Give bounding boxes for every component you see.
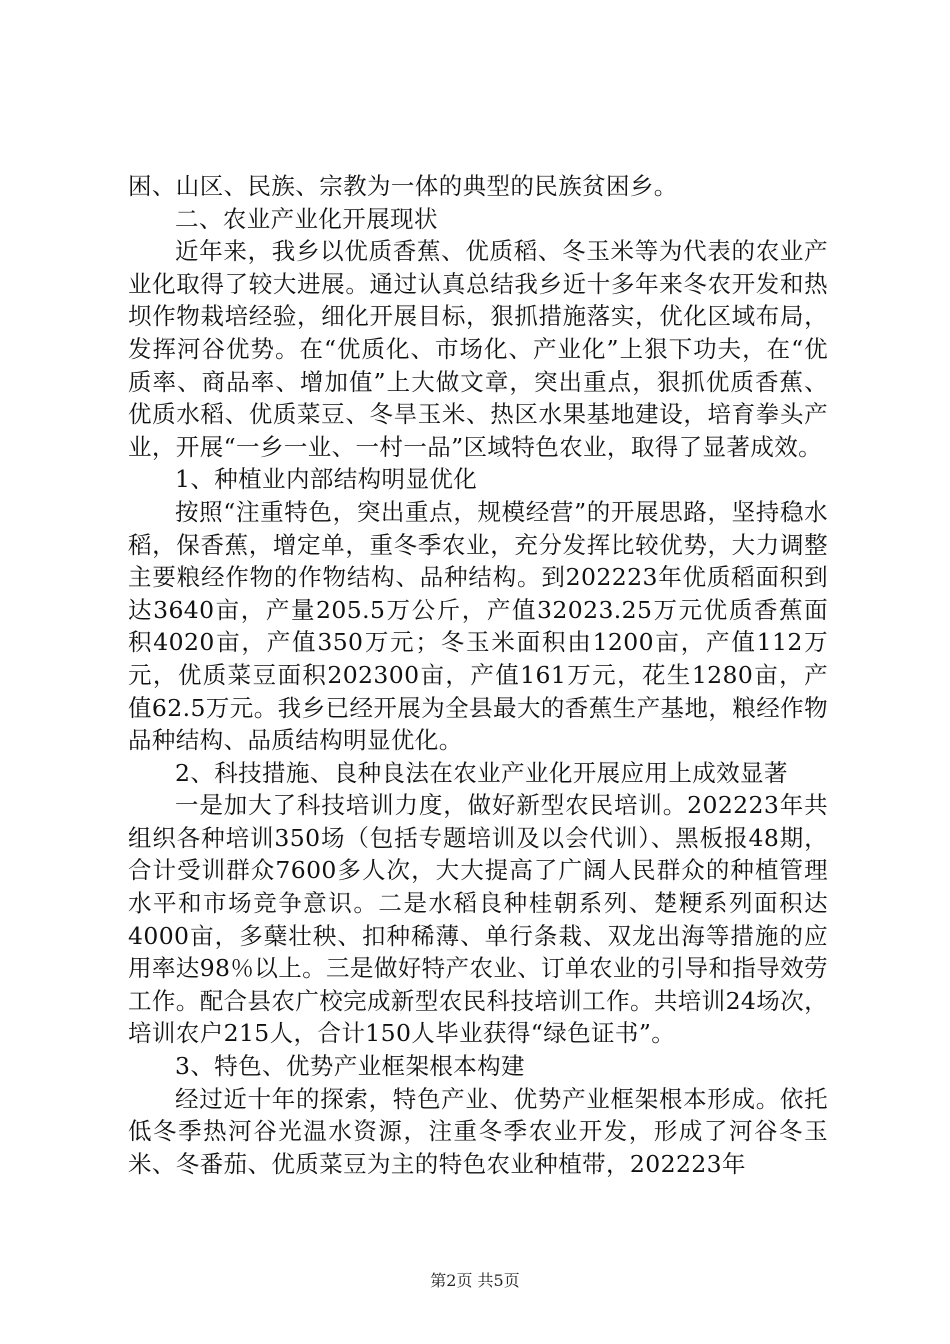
section-heading-2: 二、农业产业化开展现状 — [175, 204, 438, 233]
paragraph-continuation: 困、山区、民族、宗教为一体的典型的民族贫困乡。 — [128, 172, 678, 200]
paragraph-industry-framework: 经过近十年的探索，特色产业、优势产业框架根本形成。依托低冬季热河谷光温水资源，注重冬季农业开发，形成了河谷冬玉米、冬番茄、优质菜豆为主的特色农业种植带，202223年 — [128, 1084, 828, 1178]
paragraph-overview: 近年来，我乡以优质香蕉、优质稻、冬玉米等为代表的农业产业化取得了较大进展。通过认真总结我乡近十多年来冬农开发和热坝作物栽培经验，细化开展目标，狠抓措施落实，优化区域布局，发挥河谷优势。在“优质化、市场化、产业化”上狠下功夫，在“优质率、商品率、增加值”上大做文章，突出重点，狠抓优质香蕉、优质水稻、优质菜豆、冬旱玉米、热区水果基地建设，培育拳头产业，开展“一乡一业、一村一品”区域特色农业，取得了显著成效。 — [128, 237, 828, 461]
paragraph-technology-training: 一是加大了科技培训力度，做好新型农民培训。202223年共组织各种培训350场（包括专题培训及以会代训）、黑板报48期，合计受训群众7600多人次，大大提高了广阔人民群众的种植管理水平和市场竞争意识。二是水稻良种桂朝系列、楚粳系列面积达4000亩，多蘖壮秧、扣种稀薄、单行条栽、双龙出海等措施的应用率达98％以上。三是做好特产农业、订单农业的引导和指导效劳工作。配合县农广校完成新型农民科技培训工作。共培训24场次，培训农户215人，合计150人毕业获得“绿色证书”。 — [128, 791, 828, 1048]
subsection-heading-2: 2、科技措施、良种良法在农业产业化开展应用上成效显著 — [175, 758, 788, 787]
paragraph-planting-structure: 按照“注重特色，突出重点，规模经营”的开展思路，坚持稳水稻，保香蕉，增定单，重冬季农业，充分发挥比较优势，大力调整主要粮经作物的作物结构、品种结构。到202223年优质稻面积到达3640亩，产量205.5万公斤，产值32023.25万元优质香蕉面积4020亩，产值350万元；冬玉米面积由1200亩，产值112万元，优质菜豆面积202300亩，产值161万元，花生1280亩，产值62.5万元。我乡已经开展为全县最大的香蕉生产基地，粮经作物品种结构、品质结构明显优化。 — [128, 497, 828, 755]
document-body — [128, 170, 828, 1180]
subsection-heading-1: 1、种植业内部结构明显优化 — [175, 465, 478, 494]
subsection-heading-3: 3、特色、优势产业框架根本构建 — [175, 1052, 525, 1081]
page-number-footer: 第2页 共5页 — [430, 1271, 520, 1290]
